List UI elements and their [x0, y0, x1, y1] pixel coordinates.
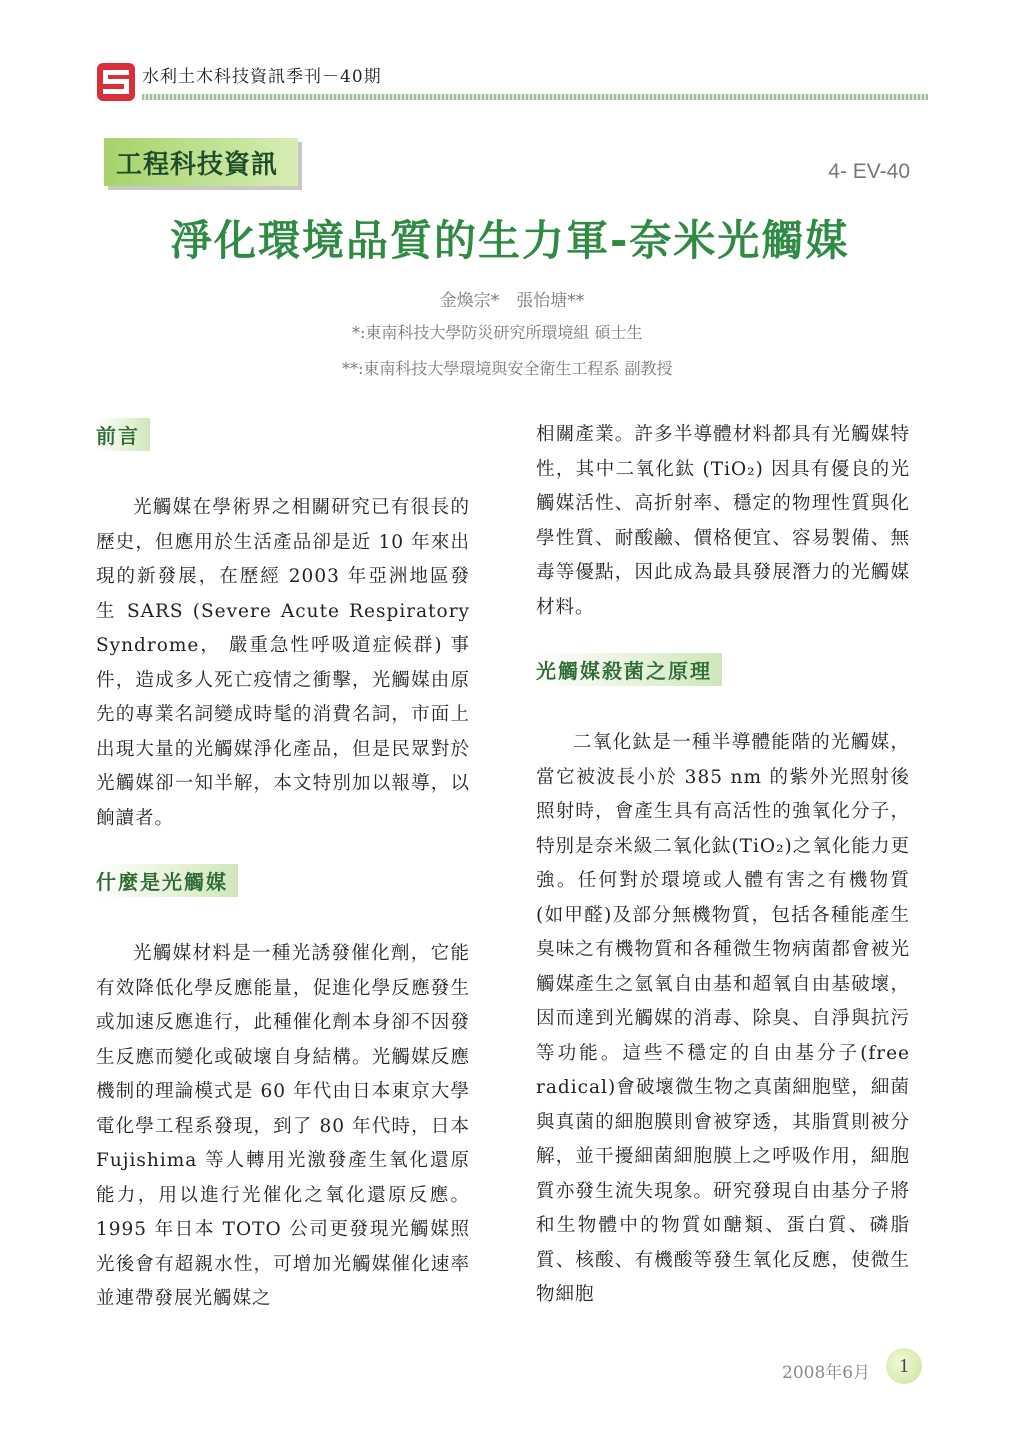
left-column	[96, 418, 470, 1317]
section-category-tab	[104, 138, 298, 186]
page-number: 1	[886, 1348, 922, 1384]
header-divider	[142, 94, 928, 100]
affiliation-1: *:東南科技大學防災研究所環境組 碩士生	[352, 323, 643, 342]
section-heading-principle: 光觸媒殺菌之原理	[536, 653, 722, 686]
continued-paragraph: 相關產業。許多半導體材料都具有光觸媒特性，其中二氧化鈦 (TiO₂) 因具有優良的光觸媒活性、高折射率、穩定的物理性質與化學性質、耐酸鹼、價格便宜、容易製備、無毒等優點，因此成為最具發展潛力的光觸媒材料。	[536, 424, 910, 618]
what-paragraph: 光觸媒材料是一種光誘發催化劑，它能有效降低化學反應能量，促進化學反應發生或加速反應進行，此種催化劑本身卻不因發生反應而變化或破壞自身結構。光觸媒反應機制的理論模式是 60 年代由日本東京大學電化學工程系發現，到了 80 年代時，日本 Fujishima 等人轉用光激發產生氧化還原能力，用以進行光催化之氧化還原反應。1995 年日本 TOTO 公司更發現光觸媒照光後會有超親水性，可增加光觸媒催化速率並連帶發展光觸媒之	[96, 943, 470, 1309]
journal-logo-icon	[96, 62, 136, 102]
authors: 金煥宗* 張怡塘**	[439, 291, 585, 311]
right-column	[536, 418, 910, 1313]
affiliation-2: **:東南科技大學環境與安全衛生工程系 副教授	[342, 359, 673, 378]
section-heading-intro: 前言	[96, 418, 150, 451]
page-header	[96, 58, 928, 108]
principle-paragraph: 二氧化鈦是一種半導體能階的光觸媒，當它被波長小於 385 nm 的紫外光照射後照射時，會產生具有高活性的強氧化分子，特別是奈米級二氧化鈦(TiO₂)之氧化能力更強。任何對於環境或人體有害之有機物質(如甲醛)及部分無機物質，包括各種能產生臭味之有機物質和各種微生物病菌都會被光觸媒產生之氫氧自由基和超氧自由基破壞，因而達到光觸媒的消毒、除臭、自淨與抗污等功能。這些不穩定的自由基分子(free radical)會破壞微生物之真菌細胞壁，細菌與真菌的細胞膜則會被穿透，其脂質則被分解，並干擾細菌細胞膜上之呼吸作用，細胞質亦發生流失現象。研究發現自由基分子將和生物體中的物質如醣類、蛋白質、磷脂質、核酸、有機酸等發生氧化反應，使微生物細胞	[536, 732, 910, 1305]
intro-paragraph: 光觸媒在學術界之相關研究已有很長的歷史，但應用於生活產品卻是近 10 年來出現的新發展，在歷經 2003 年亞洲地區發生 SARS (Severe Acute Respiratory Syndrome， 嚴重急性呼吸道症候群) 事件，造成多人死亡疫情之衝擊，光觸媒由原先的專業名詞變成時髦的消費名詞，市面上出現大量的光觸媒淨化產品，但是民眾對於光觸媒卻一知半解，本文特別加以報導，以餉讀者。	[96, 497, 470, 829]
section-category-label: 工程科技資訊	[116, 150, 279, 180]
article-title: 淨化環境品質的生力軍-奈米光觸媒	[170, 216, 850, 265]
section-heading-what: 什麼是光觸媒	[96, 864, 238, 897]
article-code: 4- EV-40	[828, 160, 910, 183]
journal-title: 水利土木科技資訊季刊－40期	[142, 67, 382, 87]
issue-date: 2008年6月	[782, 1363, 871, 1383]
